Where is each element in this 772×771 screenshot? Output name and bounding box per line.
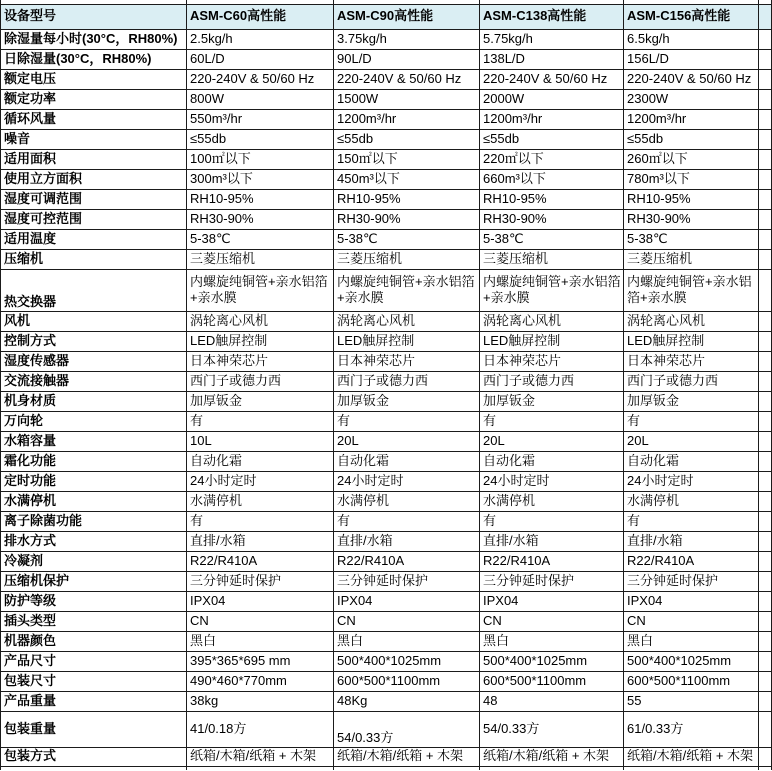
cell: 内螺旋纯铜管+亲水铝箔+亲水膜 [334, 269, 480, 311]
cell: CN [187, 611, 334, 631]
row-label: 湿度可调范围 [1, 189, 187, 209]
cell: 加厚钣金 [187, 391, 334, 411]
cell: 60L/D [187, 49, 334, 69]
empty-cell [1, 766, 187, 770]
cell: ≤55db [334, 129, 480, 149]
row-label: 冷凝剂 [1, 551, 187, 571]
cell: RH30-90% [624, 209, 759, 229]
empty-cell [759, 269, 772, 311]
empty-cell [759, 371, 772, 391]
empty-cell [759, 49, 772, 69]
cell: 内螺旋纯铜管+亲水铝箔+亲水膜 [480, 269, 624, 311]
empty-cell [759, 571, 772, 591]
cell: 10L [187, 431, 334, 451]
table-row [1, 471, 772, 491]
cell: 纸箱/木箱/纸箱 + 木架 [187, 747, 334, 766]
cell: 1500W [334, 89, 480, 109]
model-header: ASM-C138高性能 [480, 4, 624, 29]
empty-cell [759, 351, 772, 371]
table-row [1, 711, 772, 747]
cell: ≤55db [187, 129, 334, 149]
row-label: 湿度可控范围 [1, 209, 187, 229]
cell: 涡轮离心风机 [187, 311, 334, 331]
empty-cell [759, 491, 772, 511]
cell: IPX04 [187, 591, 334, 611]
cell: 450m³以下 [334, 169, 480, 189]
empty-cell [759, 411, 772, 431]
table-row [1, 29, 772, 49]
cell: 138L/D [480, 49, 624, 69]
cell: RH30-90% [480, 209, 624, 229]
cell: 有 [624, 411, 759, 431]
table-row [1, 69, 772, 89]
cell: 自动化霜 [334, 451, 480, 471]
empty-cell [334, 766, 480, 770]
empty-cell [759, 209, 772, 229]
empty-cell [480, 766, 624, 770]
table-row [1, 189, 772, 209]
row-label: 包装尺寸 [1, 671, 187, 691]
empty-cell [759, 331, 772, 351]
cell: 纸箱/木箱/纸箱 + 木架 [334, 747, 480, 766]
cell: 38kg [187, 691, 334, 711]
table-row [1, 631, 772, 651]
row-label: 包装重量 [1, 711, 187, 747]
cell: 24小时定时 [624, 471, 759, 491]
cell: 西门子或德力西 [187, 371, 334, 391]
table-row [1, 591, 772, 611]
cell: 西门子或德力西 [624, 371, 759, 391]
cell: ≤55db [480, 129, 624, 149]
cut-off-row-bottom [1, 766, 772, 770]
cell: 纸箱/木箱/纸箱 + 木架 [624, 747, 759, 766]
table-row [1, 129, 772, 149]
empty-cell [759, 711, 772, 747]
cell: 220-240V & 50/60 Hz [480, 69, 624, 89]
cell: 加厚钣金 [480, 391, 624, 411]
cell: 三菱压缩机 [187, 249, 334, 269]
empty-cell [759, 129, 772, 149]
row-label: 交流接触器 [1, 371, 187, 391]
row-label: 额定电压 [1, 69, 187, 89]
empty-cell [759, 591, 772, 611]
row-label: 压缩机保护 [1, 571, 187, 591]
table-row [1, 49, 772, 69]
cell: 300m³以下 [187, 169, 334, 189]
table-row [1, 551, 772, 571]
cell: 55 [624, 691, 759, 711]
cell: RH10-95% [480, 189, 624, 209]
empty-cell [759, 391, 772, 411]
cell: R22/R410A [187, 551, 334, 571]
cell: 水满停机 [480, 491, 624, 511]
cell: 水满停机 [187, 491, 334, 511]
cell: 5.75kg/h [480, 29, 624, 49]
cell: 780m³以下 [624, 169, 759, 189]
cell: 600*500*1100mm [334, 671, 480, 691]
cell: LED触屏控制 [624, 331, 759, 351]
cell: 20L [334, 431, 480, 451]
cell: 加厚钣金 [334, 391, 480, 411]
cell: 24小时定时 [187, 471, 334, 491]
row-label: 适用温度 [1, 229, 187, 249]
table-row [1, 451, 772, 471]
row-label: 日除湿量(30°C，RH80%) [1, 49, 187, 69]
empty-cell [759, 69, 772, 89]
cell: 三分钟延时保护 [480, 571, 624, 591]
empty-cell [759, 89, 772, 109]
cell: 有 [334, 411, 480, 431]
table-row [1, 351, 772, 371]
cell: 有 [187, 511, 334, 531]
cell: 48 [480, 691, 624, 711]
cell: 黑白 [334, 631, 480, 651]
cell: 涡轮离心风机 [624, 311, 759, 331]
empty-cell [759, 551, 772, 571]
cell: CN [624, 611, 759, 631]
cell: 800W [187, 89, 334, 109]
empty-cell [759, 611, 772, 631]
cell: 涡轮离心风机 [334, 311, 480, 331]
cell: RH30-90% [187, 209, 334, 229]
cell: 24小时定时 [334, 471, 480, 491]
row-label: 除湿量每小时(30°C，RH80%) [1, 29, 187, 49]
header-label: 设备型号 [1, 4, 187, 29]
cell: 黑白 [624, 631, 759, 651]
empty-cell [187, 766, 334, 770]
cell: 500*400*1025mm [480, 651, 624, 671]
cell: 三菱压缩机 [480, 249, 624, 269]
cell: 5-38℃ [624, 229, 759, 249]
row-label: 使用立方面积 [1, 169, 187, 189]
cell: 内螺旋纯铜管+亲水铝箔+亲水膜 [624, 269, 759, 311]
table-row [1, 331, 772, 351]
cell: R22/R410A [334, 551, 480, 571]
cell: 有 [187, 411, 334, 431]
table-row [1, 371, 772, 391]
cell: 三菱压缩机 [334, 249, 480, 269]
cell: 日本神荣芯片 [480, 351, 624, 371]
cell: 2000W [480, 89, 624, 109]
cell: 41/0.18方 [187, 711, 334, 747]
cell: 1200m³/hr [480, 109, 624, 129]
cell: R22/R410A [624, 551, 759, 571]
table-row [1, 511, 772, 531]
cell: 220-240V & 50/60 Hz [334, 69, 480, 89]
cell: 61/0.33方 [624, 711, 759, 747]
model-header: ASM-C90高性能 [334, 4, 480, 29]
cell: 260㎡以下 [624, 149, 759, 169]
cell: 5-38℃ [334, 229, 480, 249]
empty-cell [759, 149, 772, 169]
table-row [1, 209, 772, 229]
cell: 纸箱/木箱/纸箱 + 木架 [480, 747, 624, 766]
cell: 涡轮离心风机 [480, 311, 624, 331]
cell: 有 [480, 411, 624, 431]
row-label: 噪音 [1, 129, 187, 149]
cell: CN [334, 611, 480, 631]
row-label: 定时功能 [1, 471, 187, 491]
table-row [1, 89, 772, 109]
row-label: 霜化功能 [1, 451, 187, 471]
cell: 有 [624, 511, 759, 531]
cell: 直排/水箱 [187, 531, 334, 551]
cell: 5-38℃ [187, 229, 334, 249]
cell: 日本神荣芯片 [187, 351, 334, 371]
row-label: 风机 [1, 311, 187, 331]
cell: 220-240V & 50/60 Hz [187, 69, 334, 89]
cell: 内螺旋纯铜管+亲水铝箔+亲水膜 [187, 269, 334, 311]
cell: 150㎡以下 [334, 149, 480, 169]
table-row [1, 431, 772, 451]
spec-table-body [1, 0, 772, 770]
row-label: 产品尺寸 [1, 651, 187, 671]
row-label: 水箱容量 [1, 431, 187, 451]
cell: 2300W [624, 89, 759, 109]
model-header: ASM-C156高性能 [624, 4, 759, 29]
cell: 3.75kg/h [334, 29, 480, 49]
empty-cell [759, 631, 772, 651]
row-label: 水满停机 [1, 491, 187, 511]
cell: RH10-95% [334, 189, 480, 209]
table-row [1, 611, 772, 631]
table-row [1, 249, 772, 269]
empty-cell [759, 4, 772, 29]
cell: 三菱压缩机 [624, 249, 759, 269]
empty-cell [759, 671, 772, 691]
table-row [1, 229, 772, 249]
row-label: 机器颜色 [1, 631, 187, 651]
cell: 有 [334, 511, 480, 531]
row-label: 额定功率 [1, 89, 187, 109]
cell: 1200m³/hr [624, 109, 759, 129]
cell: CN [480, 611, 624, 631]
row-label: 循环风量 [1, 109, 187, 129]
cell: 直排/水箱 [624, 531, 759, 551]
table-row [1, 411, 772, 431]
row-label: 适用面积 [1, 149, 187, 169]
cell: RH10-95% [187, 189, 334, 209]
cell: LED触屏控制 [334, 331, 480, 351]
row-label: 离子除菌功能 [1, 511, 187, 531]
cell: 有 [480, 511, 624, 531]
cell: 加厚钣金 [624, 391, 759, 411]
row-label: 湿度传感器 [1, 351, 187, 371]
empty-cell [759, 747, 772, 766]
cell: 自动化霜 [187, 451, 334, 471]
cell: 220-240V & 50/60 Hz [624, 69, 759, 89]
cell: 6.5kg/h [624, 29, 759, 49]
cell: 自动化霜 [480, 451, 624, 471]
table-row [1, 671, 772, 691]
cell: 20L [624, 431, 759, 451]
cell: 三分钟延时保护 [187, 571, 334, 591]
cell: ≤55db [624, 129, 759, 149]
cell: 490*460*770mm [187, 671, 334, 691]
cell: 2.5kg/h [187, 29, 334, 49]
cell: 水满停机 [624, 491, 759, 511]
cell: IPX04 [480, 591, 624, 611]
model-header: ASM-C60高性能 [187, 4, 334, 29]
cell: 660m³以下 [480, 169, 624, 189]
cell: 24小时定时 [480, 471, 624, 491]
cell: 395*365*695 mm [187, 651, 334, 671]
row-label: 排水方式 [1, 531, 187, 551]
cell: 48Kg [334, 691, 480, 711]
empty-cell [759, 691, 772, 711]
row-label: 控制方式 [1, 331, 187, 351]
table-row [1, 109, 772, 129]
table-row [1, 571, 772, 591]
row-label: 热交换器 [1, 269, 187, 311]
cell: 三分钟延时保护 [624, 571, 759, 591]
empty-cell [759, 471, 772, 491]
cell: 日本神荣芯片 [334, 351, 480, 371]
header-row [1, 4, 772, 29]
cell: IPX04 [624, 591, 759, 611]
empty-cell [759, 229, 772, 249]
empty-cell [759, 451, 772, 471]
row-label: 防护等级 [1, 591, 187, 611]
empty-cell [759, 766, 772, 770]
empty-cell [759, 189, 772, 209]
cell: R22/R410A [480, 551, 624, 571]
row-label: 万向轮 [1, 411, 187, 431]
empty-cell [759, 531, 772, 551]
cell: 自动化霜 [624, 451, 759, 471]
empty-cell [759, 29, 772, 49]
cell: 550m³/hr [187, 109, 334, 129]
empty-cell [759, 511, 772, 531]
row-label: 压缩机 [1, 249, 187, 269]
row-label: 包装方式 [1, 747, 187, 766]
cell: 直排/水箱 [480, 531, 624, 551]
cell: 西门子或德力西 [480, 371, 624, 391]
empty-cell [759, 431, 772, 451]
cell: 54/0.33方 [480, 711, 624, 747]
cell: 100㎡以下 [187, 149, 334, 169]
empty-cell [624, 766, 759, 770]
cell: 西门子或德力西 [334, 371, 480, 391]
row-label: 产品重量 [1, 691, 187, 711]
cell: 1200m³/hr [334, 109, 480, 129]
cell: 600*500*1100mm [480, 671, 624, 691]
cell: 黑白 [187, 631, 334, 651]
empty-cell [759, 311, 772, 331]
empty-cell [759, 249, 772, 269]
cell: RH30-90% [334, 209, 480, 229]
cell: 日本神荣芯片 [624, 351, 759, 371]
cell: 156L/D [624, 49, 759, 69]
cell: 黑白 [480, 631, 624, 651]
cell: 90L/D [334, 49, 480, 69]
cell: 直排/水箱 [334, 531, 480, 551]
row-label: 插头类型 [1, 611, 187, 631]
table-row [1, 531, 772, 551]
cell: RH10-95% [624, 189, 759, 209]
table-row [1, 747, 772, 766]
cell: 20L [480, 431, 624, 451]
cell: LED触屏控制 [480, 331, 624, 351]
table-row [1, 651, 772, 671]
cell: 220㎡以下 [480, 149, 624, 169]
table-row [1, 691, 772, 711]
cell: 5-38℃ [480, 229, 624, 249]
cell: 水满停机 [334, 491, 480, 511]
empty-cell [759, 651, 772, 671]
row-label: 机身材质 [1, 391, 187, 411]
cell: 600*500*1100mm [624, 671, 759, 691]
cell: LED触屏控制 [187, 331, 334, 351]
table-row [1, 311, 772, 331]
table-row [1, 391, 772, 411]
empty-cell [759, 169, 772, 189]
cell: 500*400*1025mm [334, 651, 480, 671]
table-row [1, 491, 772, 511]
table-row [1, 269, 772, 311]
table-row [1, 169, 772, 189]
cell: IPX04 [334, 591, 480, 611]
table-row [1, 149, 772, 169]
empty-cell [759, 109, 772, 129]
cell: 三分钟延时保护 [334, 571, 480, 591]
cell: 54/0.33方 [334, 711, 480, 747]
cell: 500*400*1025mm [624, 651, 759, 671]
